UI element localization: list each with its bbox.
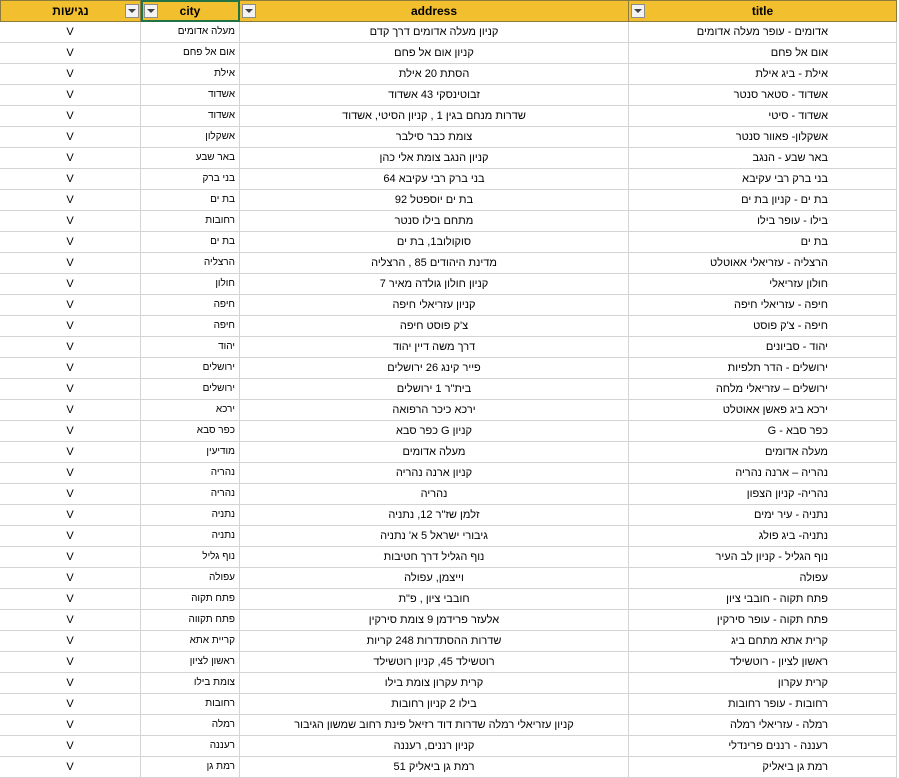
cell-address[interactable]: שדרות ההסתדרות 248 קריות (240, 631, 629, 652)
cell-city[interactable]: קריית אתא (141, 631, 240, 652)
filter-dropdown-button[interactable] (144, 4, 158, 18)
cell-city[interactable]: אשקלון (141, 127, 240, 148)
column-header-label: title (751, 4, 774, 18)
cell-title[interactable]: רחובות - עופר רחובות (629, 694, 897, 715)
cell-title[interactable]: בת ים - קניון בת ים (629, 190, 897, 211)
cell-address[interactable]: סוקולוב1, בת ים (240, 232, 629, 253)
cell-address[interactable]: מדינת היהודים 85 , הרצליה (240, 253, 629, 274)
cell-address[interactable]: קניון מעלה אדומים דרך קדם (240, 22, 629, 43)
cell-title[interactable]: חיפה - צ'ק פוסט (629, 316, 897, 337)
cell-address[interactable]: בילו 2 קניון רחובות (240, 694, 629, 715)
cell-negishut[interactable]: V (0, 64, 141, 85)
table-row (0, 232, 897, 253)
cell-address[interactable]: קניון ארנה נהריה (240, 463, 629, 484)
column-header-negishut[interactable] (0, 0, 141, 22)
cell-title[interactable]: חיפה - עזריאלי חיפה (629, 295, 897, 316)
cell-title[interactable]: באר שבע - הנגב (629, 148, 897, 169)
cell-negishut[interactable]: V (0, 358, 141, 379)
cell-address[interactable]: צומת כבר סילבר (240, 127, 629, 148)
cell-address[interactable]: בני ברק רבי עקיבא 64 (240, 169, 629, 190)
cell-city[interactable]: באר שבע (141, 148, 240, 169)
cell-address[interactable]: קניון רננים, רעננה (240, 736, 629, 757)
cell-address[interactable]: בית"ר 1 ירושלים (240, 379, 629, 400)
table-row (0, 379, 897, 400)
cell-negishut[interactable]: V (0, 631, 141, 652)
cell-city[interactable]: פתח תקווה (141, 610, 240, 631)
table-row (0, 673, 897, 694)
cell-title[interactable]: הרצליה - עזריאלי אאוטלט (629, 253, 897, 274)
cell-negishut[interactable]: V (0, 253, 141, 274)
cell-address[interactable]: נהריה (240, 484, 629, 505)
table-row (0, 148, 897, 169)
cell-negishut[interactable]: V (0, 190, 141, 211)
cell-address[interactable]: הסתת 20 אילת (240, 64, 629, 85)
table-row (0, 715, 897, 736)
cell-city[interactable]: פתח תקוה (141, 589, 240, 610)
cell-city[interactable]: נהריה (141, 484, 240, 505)
cell-city[interactable]: חיפה (141, 316, 240, 337)
cell-city[interactable]: עפולה (141, 568, 240, 589)
cell-negishut[interactable]: V (0, 379, 141, 400)
table-row (0, 22, 897, 43)
cell-city[interactable]: ירושלים (141, 379, 240, 400)
table-row (0, 169, 897, 190)
chevron-down-icon (147, 9, 155, 13)
cell-address[interactable]: מעלה אדומים (240, 442, 629, 463)
cell-title[interactable]: אילת - ביג אילת (629, 64, 897, 85)
cell-negishut[interactable]: V (0, 673, 141, 694)
cell-city[interactable]: הרצליה (141, 253, 240, 274)
cell-title[interactable]: נהריה- קניון הצפון (629, 484, 897, 505)
cell-title[interactable]: נתניה- ביג פולג (629, 526, 897, 547)
cell-city[interactable]: רמת גן (141, 757, 240, 778)
cell-title[interactable]: בני ברק רבי עקיבא (629, 169, 897, 190)
cell-title[interactable]: אשדוד - סיטי (629, 106, 897, 127)
chevron-down-icon (245, 9, 253, 13)
cell-city[interactable]: רחובות (141, 211, 240, 232)
table-row (0, 295, 897, 316)
cell-negishut[interactable]: V (0, 295, 141, 316)
table-row (0, 43, 897, 64)
filter-dropdown-button[interactable] (125, 4, 139, 18)
table-row (0, 85, 897, 106)
cell-city[interactable]: אילת (141, 64, 240, 85)
cell-title[interactable]: נתניה - עיר ימים (629, 505, 897, 526)
cell-negishut[interactable]: V (0, 757, 141, 778)
cell-city[interactable]: רעננה (141, 736, 240, 757)
table-row (0, 568, 897, 589)
cell-title[interactable]: רמלה - עזריאלי רמלה (629, 715, 897, 736)
cell-address[interactable]: חובבי ציון , פ"ת (240, 589, 629, 610)
cell-address[interactable]: נוף הגליל דרך חטיבות (240, 547, 629, 568)
cell-negishut[interactable]: V (0, 421, 141, 442)
table-row (0, 610, 897, 631)
cell-city[interactable]: מעלה אדומים (141, 22, 240, 43)
cell-address[interactable]: קניון G כפר סבא (240, 421, 629, 442)
cell-address[interactable]: קניון עזריאלי רמלה שדרות דוד רזיאל פינת רחוב שמשון הגיבור (240, 715, 629, 736)
table-row (0, 547, 897, 568)
chevron-down-icon (634, 9, 642, 13)
cell-city[interactable]: נתניה (141, 505, 240, 526)
cell-negishut[interactable]: V (0, 694, 141, 715)
cell-title[interactable]: פתח תקוה - חובבי ציון (629, 589, 897, 610)
cell-title[interactable]: יהוד - סביונים (629, 337, 897, 358)
table-row (0, 64, 897, 85)
cell-city[interactable]: רחובות (141, 694, 240, 715)
filter-dropdown-button[interactable] (631, 4, 645, 18)
cell-address[interactable]: קניון אום אל פחם (240, 43, 629, 64)
table-row (0, 211, 897, 232)
table-row (0, 631, 897, 652)
column-header-address[interactable] (240, 0, 629, 22)
cell-negishut[interactable]: V (0, 547, 141, 568)
cell-address[interactable]: בת ים יוספטל 92 (240, 190, 629, 211)
cell-city[interactable]: ירכא (141, 400, 240, 421)
table-row (0, 337, 897, 358)
cell-city[interactable]: צומת בילו (141, 673, 240, 694)
cell-negishut[interactable]: V (0, 568, 141, 589)
column-header-title[interactable] (629, 0, 897, 22)
cell-city[interactable]: נתניה (141, 526, 240, 547)
cell-city[interactable]: נוף גליל (141, 547, 240, 568)
column-header-label: city (179, 4, 201, 18)
cell-city[interactable]: כפר סבא (141, 421, 240, 442)
cell-negishut[interactable]: V (0, 736, 141, 757)
cell-title[interactable]: חולון עזריאלי (629, 274, 897, 295)
table-row (0, 757, 897, 778)
cell-title[interactable]: ירושלים - הדר תלפיות (629, 358, 897, 379)
table-row (0, 505, 897, 526)
cell-title[interactable]: עפולה (629, 568, 897, 589)
cell-address[interactable]: קרית עקרון צומת בילו (240, 673, 629, 694)
cell-title[interactable]: בילו - עופר בילו (629, 211, 897, 232)
table-row (0, 589, 897, 610)
table-row (0, 106, 897, 127)
column-header-city[interactable] (141, 0, 240, 22)
table-row (0, 358, 897, 379)
cell-city[interactable]: בני ברק (141, 169, 240, 190)
cell-address[interactable]: רמת גן ביאליק 51 (240, 757, 629, 778)
cell-title[interactable]: בת ים (629, 232, 897, 253)
cell-negishut[interactable]: V (0, 505, 141, 526)
cell-title[interactable]: מעלה אדומים (629, 442, 897, 463)
cell-negishut[interactable]: V (0, 610, 141, 631)
cell-city[interactable]: ראשון לציון (141, 652, 240, 673)
cell-address[interactable]: דרך משה דיין יהוד (240, 337, 629, 358)
cell-city[interactable]: אשדוד (141, 106, 240, 127)
cell-negishut[interactable]: V (0, 232, 141, 253)
table-row (0, 442, 897, 463)
cell-negishut[interactable]: V (0, 43, 141, 64)
cell-address[interactable]: זבוטינסקי 43 אשדוד (240, 85, 629, 106)
cell-city[interactable]: חולון (141, 274, 240, 295)
cell-address[interactable]: קניון חולון גולדה מאיר 7 (240, 274, 629, 295)
cell-city[interactable]: יהוד (141, 337, 240, 358)
cell-negishut[interactable]: V (0, 169, 141, 190)
cell-address[interactable]: צ'ק פוסט חיפה (240, 316, 629, 337)
table-row (0, 127, 897, 148)
cell-title[interactable]: נהריה – ארנה נהריה (629, 463, 897, 484)
cell-title[interactable]: רעננה - רננים פרינדלי (629, 736, 897, 757)
filter-dropdown-button[interactable] (242, 4, 256, 18)
table-row (0, 274, 897, 295)
cell-negishut[interactable]: V (0, 337, 141, 358)
cell-city[interactable]: אשדוד (141, 85, 240, 106)
cell-address[interactable]: רוטשילד 45, קניון רוטשילד (240, 652, 629, 673)
cell-negishut[interactable]: V (0, 22, 141, 43)
cell-negishut[interactable]: V (0, 442, 141, 463)
header-row (0, 0, 897, 21)
table-row (0, 694, 897, 715)
cell-negishut[interactable]: V (0, 148, 141, 169)
cell-negishut[interactable]: V (0, 274, 141, 295)
cell-negishut[interactable]: V (0, 211, 141, 232)
cell-negishut[interactable]: V (0, 85, 141, 106)
chevron-down-icon (128, 9, 136, 13)
column-header-label: address (410, 4, 458, 18)
cell-address[interactable]: פייר קינג 26 ירושלים (240, 358, 629, 379)
cell-negishut[interactable]: V (0, 106, 141, 127)
cell-title[interactable]: ירכא ביג פאשן אאוטלט (629, 400, 897, 421)
table-row (0, 652, 897, 673)
table-row (0, 526, 897, 547)
cell-address[interactable]: זלמן שז"ר 12, נתניה (240, 505, 629, 526)
cell-city[interactable]: מודיעין (141, 442, 240, 463)
cell-city[interactable]: רמלה (141, 715, 240, 736)
cell-title[interactable]: ראשון לציון - רוטשילד (629, 652, 897, 673)
table-row (0, 190, 897, 211)
cell-negishut[interactable]: V (0, 316, 141, 337)
cell-title[interactable]: ירושלים – עזריאלי מלחה (629, 379, 897, 400)
cell-address[interactable]: גיבורי ישראל 5 א' נתניה (240, 526, 629, 547)
cell-negishut[interactable]: V (0, 400, 141, 421)
cell-title[interactable]: כפר סבא - G (629, 421, 897, 442)
cell-title[interactable]: אום אל פחם (629, 43, 897, 64)
cell-address[interactable]: וייצמן, עפולה (240, 568, 629, 589)
table-row (0, 316, 897, 337)
cell-address[interactable]: מתחם בילו סנטר (240, 211, 629, 232)
table-row (0, 253, 897, 274)
cell-city[interactable]: חיפה (141, 295, 240, 316)
cell-negishut[interactable]: V (0, 463, 141, 484)
cell-title[interactable]: פתח תקוה - עופר סירקין (629, 610, 897, 631)
cell-address[interactable]: אלעזר פרידמן 9 צומת סירקין (240, 610, 629, 631)
table-row (0, 421, 897, 442)
cell-city[interactable]: בת ים (141, 190, 240, 211)
cell-negishut[interactable]: V (0, 127, 141, 148)
cell-negishut[interactable]: V (0, 526, 141, 547)
cell-city[interactable]: אום אל פחם (141, 43, 240, 64)
cell-title[interactable]: נוף הגליל - קניון לב העיר (629, 547, 897, 568)
cell-negishut[interactable]: V (0, 589, 141, 610)
cell-title[interactable]: קרית עקרון (629, 673, 897, 694)
cell-city[interactable]: נהריה (141, 463, 240, 484)
cell-negishut[interactable]: V (0, 652, 141, 673)
cell-title[interactable]: אשדוד - סטאר סנטר (629, 85, 897, 106)
cell-address[interactable]: קניון הנגב צומת אלי כהן (240, 148, 629, 169)
cell-title[interactable]: רמת גן ביאליק (629, 757, 897, 778)
table-row (0, 400, 897, 421)
cell-negishut[interactable]: V (0, 715, 141, 736)
table-row (0, 484, 897, 505)
column-header-label: נגישות (52, 4, 89, 18)
cell-address[interactable]: קניון עזריאלי חיפה (240, 295, 629, 316)
cell-negishut[interactable]: V (0, 484, 141, 505)
table-row (0, 463, 897, 484)
cell-city[interactable]: ירושלים (141, 358, 240, 379)
cell-address[interactable]: שדרות מנחם בגין 1 , קניון הסיטי, אשדוד (240, 106, 629, 127)
cell-title[interactable]: אשקלון- פאוור סנטר (629, 127, 897, 148)
table-row (0, 736, 897, 757)
cell-city[interactable]: בת ים (141, 232, 240, 253)
cell-title[interactable]: קרית אתא מתחם ביג (629, 631, 897, 652)
cell-title[interactable]: אדומים - עופר מעלה אדומים (629, 22, 897, 43)
cell-address[interactable]: ירכא כיכר הרפואה (240, 400, 629, 421)
